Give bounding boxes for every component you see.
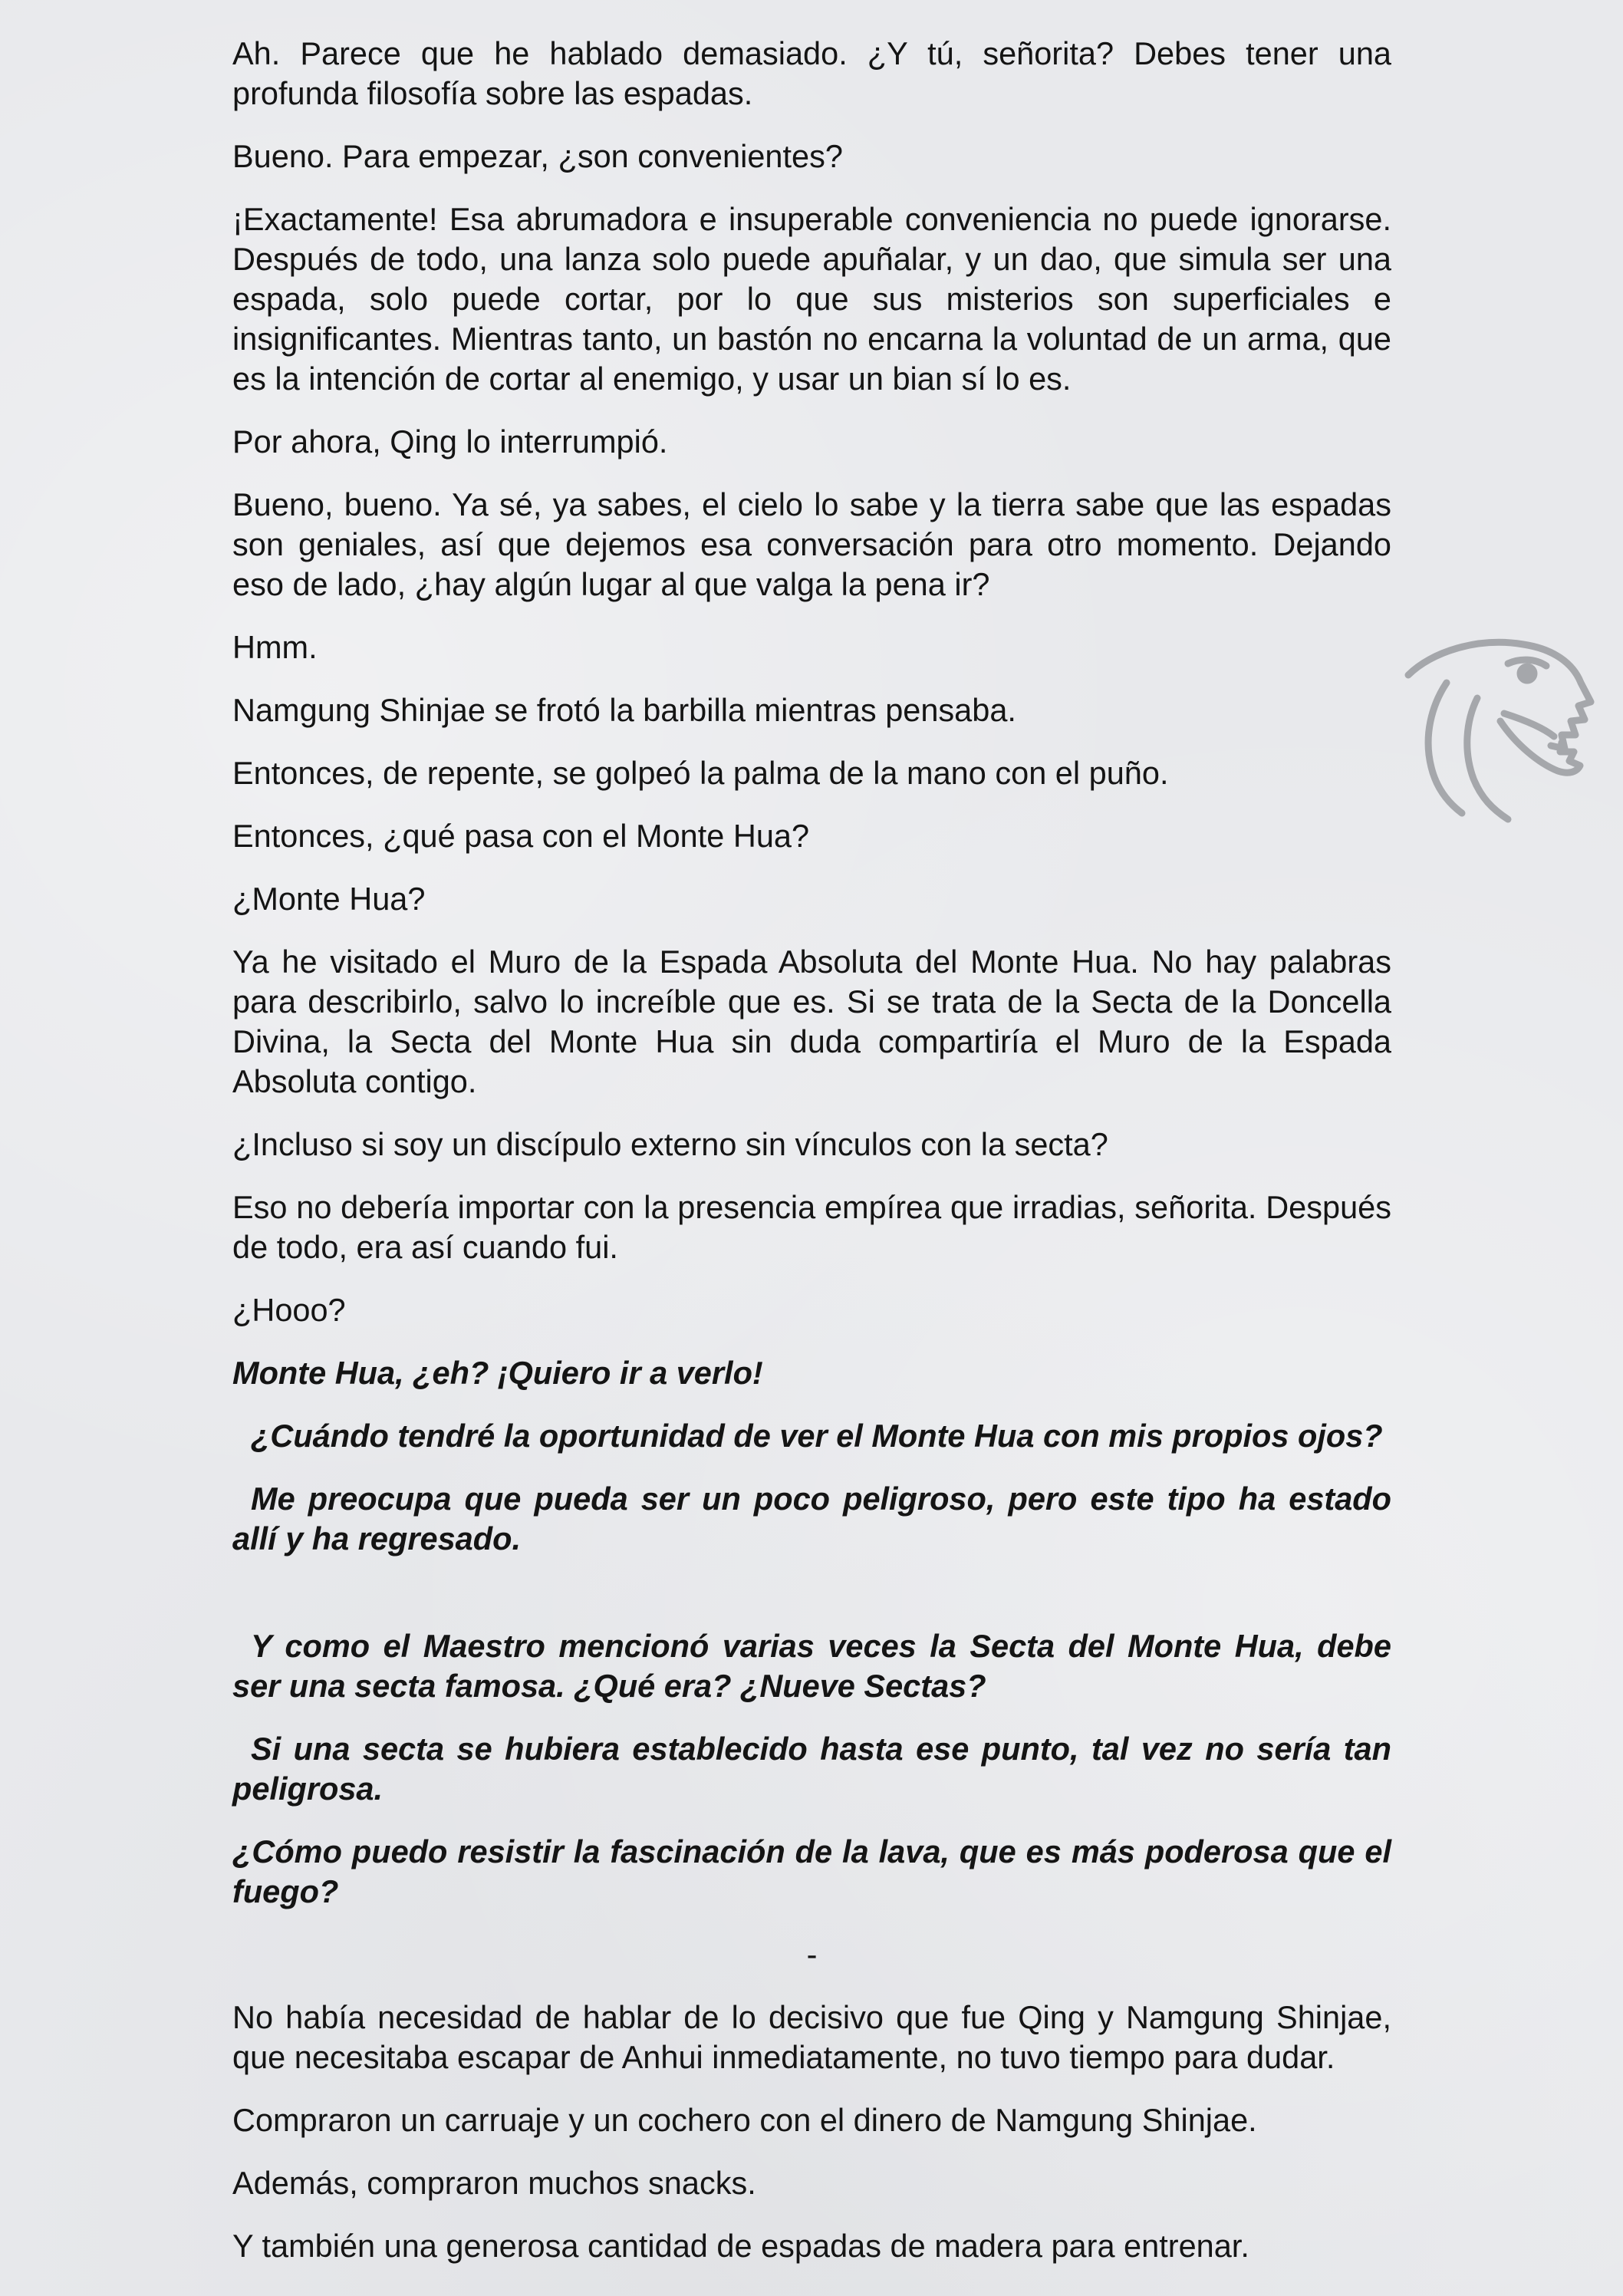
paragraph: Ah. Parece que he hablado demasiado. ¿Y tú, señorita? Debes tener una profunda filosofía sobre las espadas.: [232, 35, 1391, 111]
paragraph: Bueno, bueno. Ya sé, ya sabes, el cielo lo sabe y la tierra sabe que las espadas son geniales, así que dejemos esa conversación para otro momento. Dejando eso de lado, ¿hay algún lugar al que valga la pena ir?: [232, 486, 1391, 602]
paragraph: Además, compraron muchos snacks.: [232, 2165, 756, 2201]
dinosaur-head-icon: [1401, 629, 1600, 828]
paragraph: Eso no debería importar con la presencia empírea que irradias, señorita. Después de todo, era así cuando fui.: [232, 1189, 1391, 1265]
paragraph: ¿Monte Hua?: [232, 881, 426, 917]
paragraph: No había necesidad de hablar de lo decisivo que fue Qing y Namgung Shinjae, que necesitaba escapar de Anhui inmediatamente, no tuvo tiempo para dudar.: [232, 1999, 1391, 2075]
paragraph: ¿Hooo?: [232, 1292, 346, 1328]
paragraph: Bueno. Para empezar, ¿son convenientes?: [232, 138, 843, 174]
paragraph: Y también una generosa cantidad de espadas de madera para entrenar.: [232, 2228, 1249, 2264]
thought-paragraph: Monte Hua, ¿eh? ¡Quiero ir a verlo!: [232, 1355, 763, 1391]
scene-separator: -: [806, 1936, 818, 1972]
paragraph: Entonces, de repente, se golpeó la palma de la mano con el puño.: [232, 755, 1169, 791]
paragraph: Ya he visitado el Muro de la Espada Absoluta del Monte Hua. No hay palabras para describirlo, salvo lo increíble que es. Si se trata de la Secta de la Doncella Divina, la Secta del Monte Hua sin duda compartiría el Muro de la Espada Absoluta contigo.: [232, 944, 1391, 1099]
paragraph: ¿Incluso si soy un discípulo externo sin vínculos con la secta?: [232, 1126, 1108, 1162]
thought-paragraph: ¿Cuándo tendré la oportunidad de ver el Monte Hua con mis propios ojos?: [251, 1418, 1383, 1454]
paragraph: Compraron un carruaje y un cochero con el dinero de Namgung Shinjae.: [232, 2102, 1257, 2138]
thought-paragraph: Y como el Maestro mencionó varias veces la Secta del Monte Hua, debe ser una secta famosa. ¿Qué era? ¿Nueve Sectas?: [232, 1628, 1391, 1704]
document-page: [232, 34, 1391, 2289]
thought-paragraph: ¿Cómo puedo resistir la fascinación de la lava, que es más poderosa que el fuego?: [232, 1833, 1391, 1909]
thought-paragraph: Me preocupa que pueda ser un poco peligroso, pero este tipo ha estado allí y ha regresado.: [232, 1481, 1391, 1556]
paragraph: Entonces, ¿qué pasa con el Monte Hua?: [232, 818, 810, 854]
paragraph: Hmm.: [232, 629, 318, 665]
paragraph: Por ahora, Qing lo interrumpió.: [232, 423, 668, 460]
thought-paragraph: Si una secta se hubiera establecido hasta ese punto, tal vez no sería tan peligrosa.: [232, 1731, 1391, 1807]
paragraph: Namgung Shinjae se frotó la barbilla mientras pensaba.: [232, 692, 1016, 728]
paragraph: ¡Exactamente! Esa abrumadora e insuperable conveniencia no puede ignorarse. Después de todo, una lanza solo puede apuñalar, y un dao, que simula ser una espada, solo puede cortar, por lo que sus misterios son superficiales e insignificantes. Mientras tanto, un bastón no encarna la voluntad de un arma, que es la intención de cortar al enemigo, y usar un bian sí lo es.: [232, 201, 1391, 397]
